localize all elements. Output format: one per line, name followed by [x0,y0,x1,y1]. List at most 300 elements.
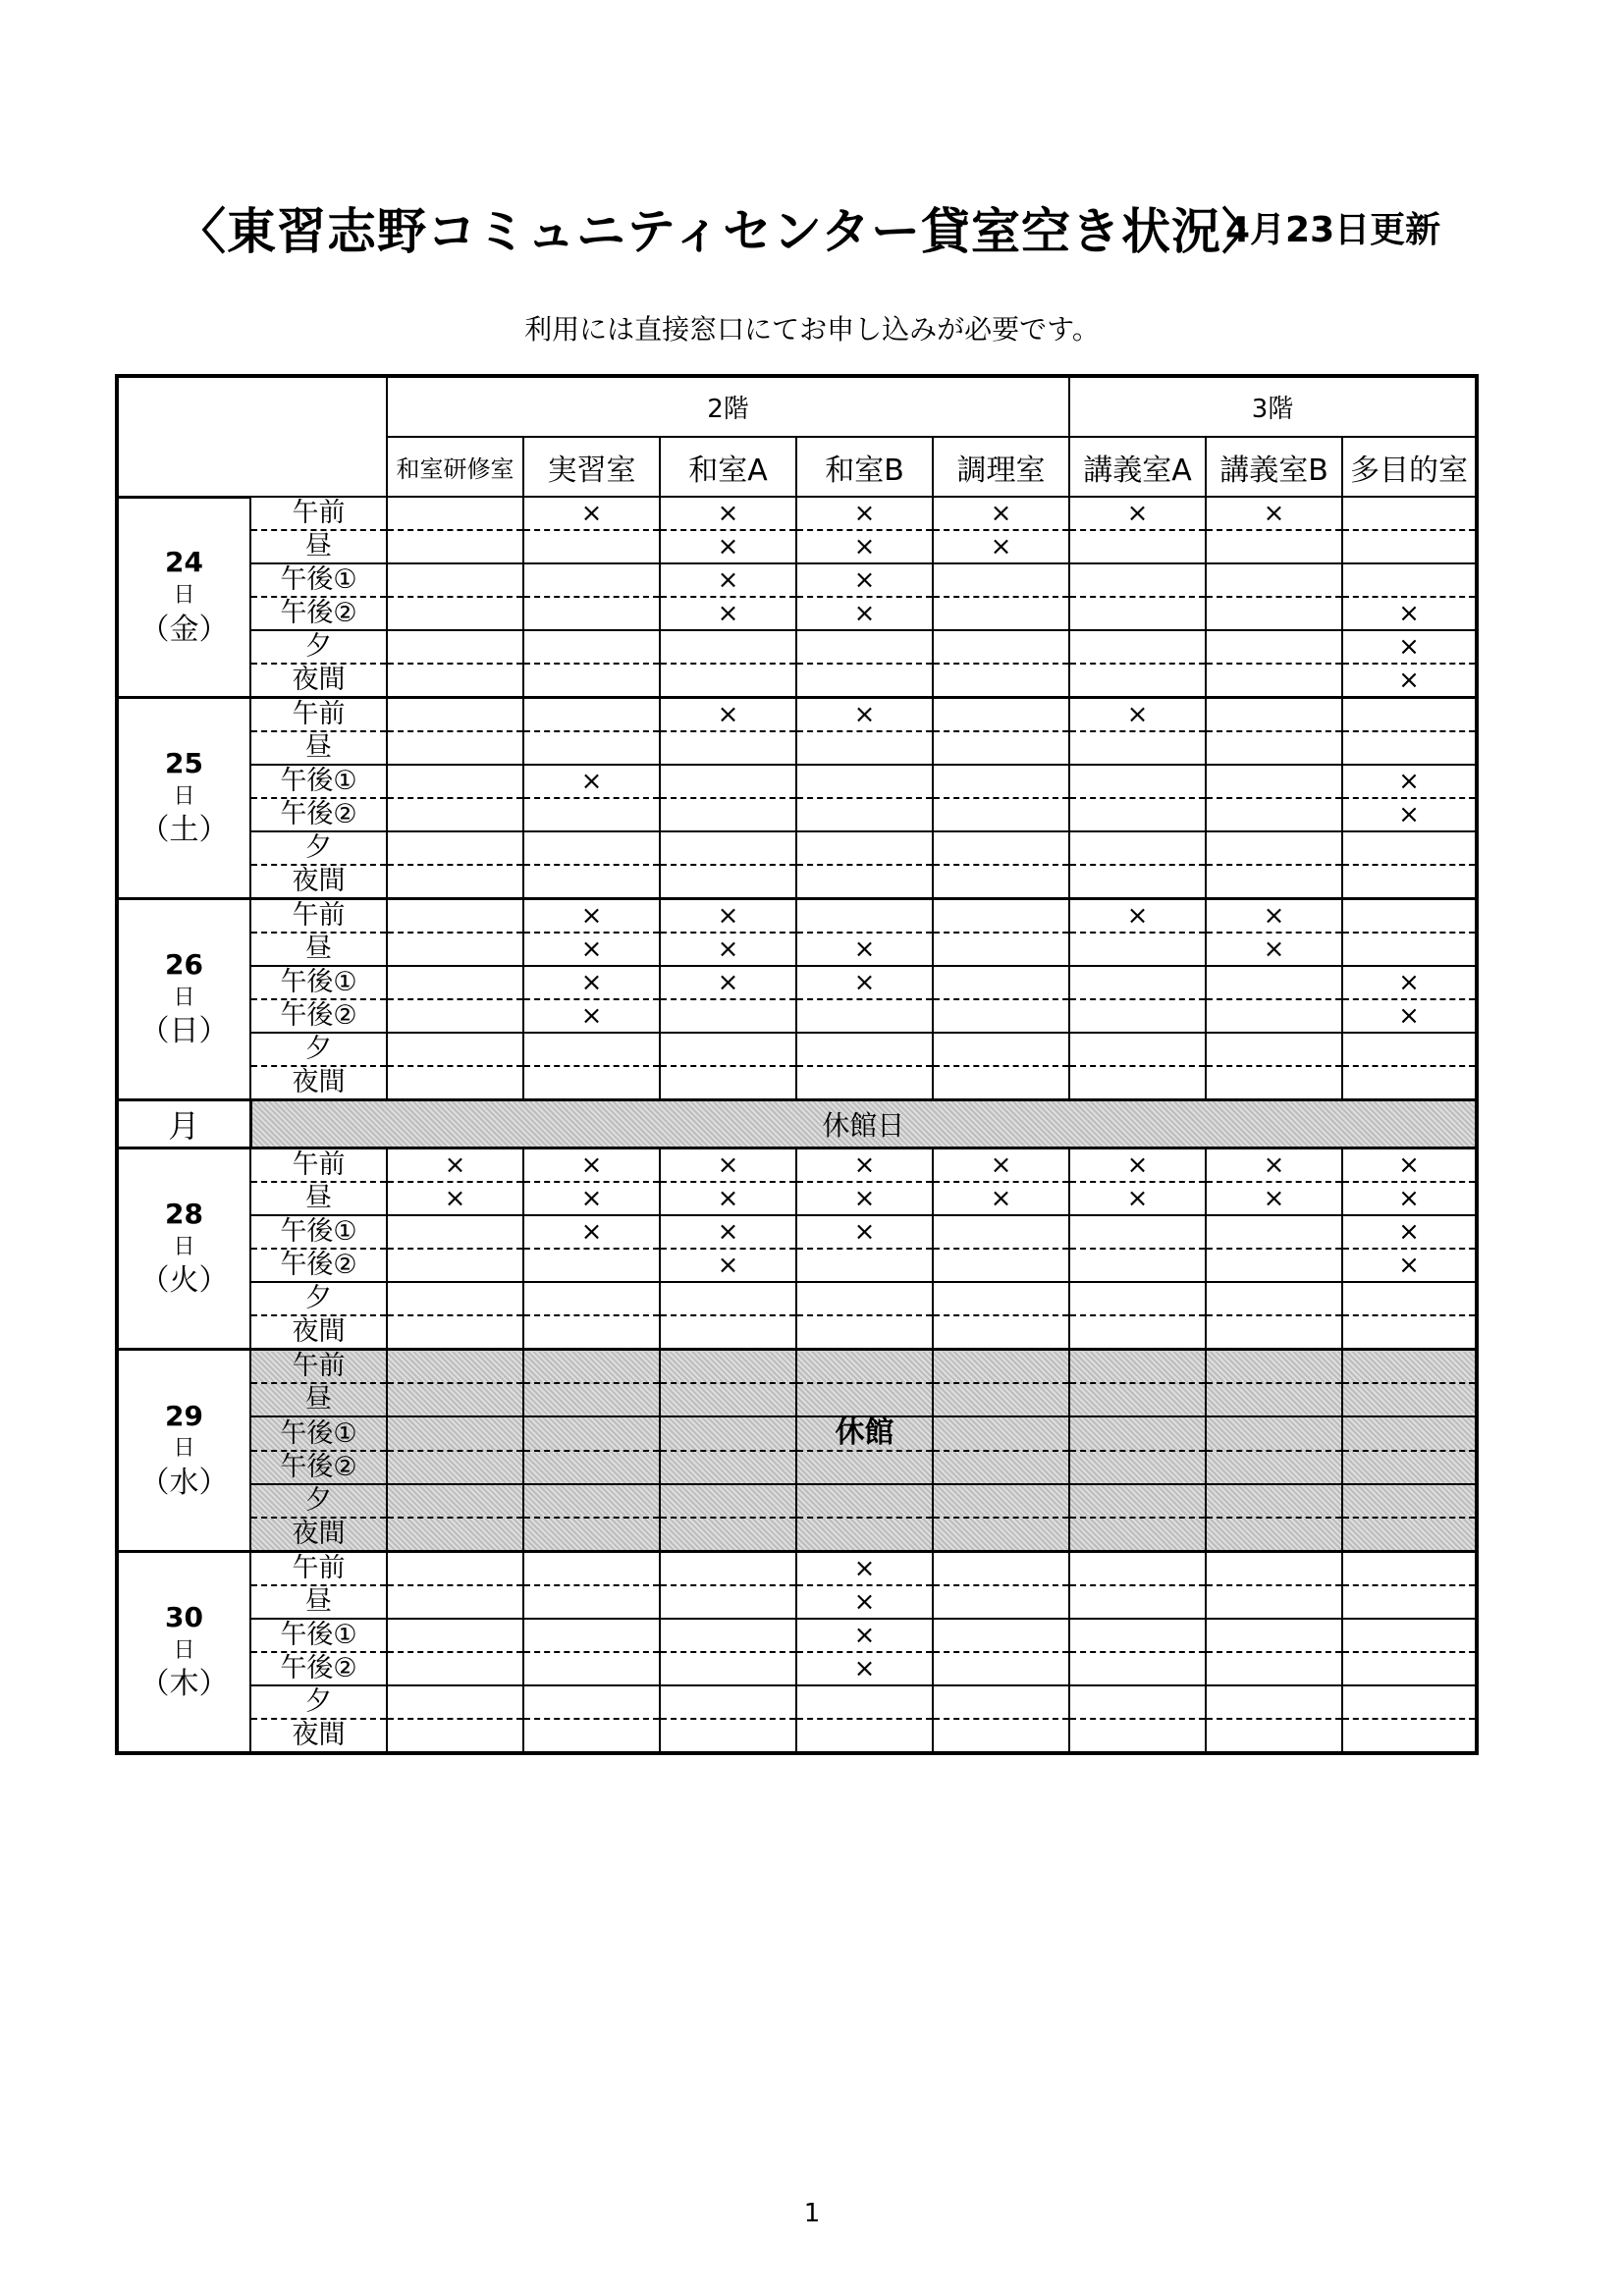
availability-cell [387,698,523,732]
availability-cell [1069,831,1206,865]
availability-cell: × [1342,1148,1477,1183]
slot-label: 夕 [250,1033,387,1066]
availability-cell [660,765,796,798]
availability-cell [1342,831,1477,865]
availability-cell [1342,899,1477,934]
availability-cell [933,1552,1069,1586]
availability-cell: × [660,698,796,732]
availability-cell [1206,1282,1342,1315]
slot-label: 午前 [250,1350,387,1384]
availability-cell [1069,563,1206,597]
table-row [117,698,1477,732]
availability-cell: × [796,497,933,530]
availability-cell [1206,664,1342,698]
availability-cell [387,831,523,865]
availability-cell [1069,597,1206,630]
header-corner [117,376,387,497]
table-row [117,1315,1477,1350]
availability-cell [523,1552,660,1586]
availability-cell [933,1066,1069,1100]
availability-cell: × [933,1182,1069,1215]
availability-cell [660,798,796,831]
availability-cell: × [660,1148,796,1183]
availability-cell [660,731,796,765]
availability-cell: × [523,497,660,530]
availability-cell: × [1206,933,1342,966]
availability-cell [796,1066,933,1100]
availability-cell: × [1342,630,1477,664]
availability-cell [1206,1416,1342,1451]
availability-cell [933,1484,1069,1518]
availability-cell [1069,1416,1206,1451]
availability-cell: × [1342,1249,1477,1282]
availability-cell [660,865,796,899]
page-title: 〈東習志野コミュニティセンター貸室空き状況〉 [177,203,1272,260]
availability-cell [1342,1552,1477,1586]
availability-cell: × [1069,1148,1206,1183]
availability-cell [1342,530,1477,563]
availability-cell [1342,1451,1477,1484]
availability-cell [523,1585,660,1619]
updated-date: 4月23日更新 [1225,210,1441,250]
availability-cell [796,1033,933,1066]
availability-cell [523,630,660,664]
floor-2-header: 2階 [387,376,1069,437]
table-row [117,1619,1477,1652]
table-row [117,1552,1477,1586]
availability-cell [660,630,796,664]
slot-label: 午後① [250,966,387,999]
table-row [117,1652,1477,1685]
availability-cell [1069,1552,1206,1586]
availability-cell [933,798,1069,831]
availability-cell [523,1451,660,1484]
availability-cell [1069,664,1206,698]
day-weekday: （日） [139,1014,229,1049]
availability-cell [1206,1484,1342,1518]
availability-cell [933,1685,1069,1719]
availability-cell [796,865,933,899]
table-row [117,731,1477,765]
availability-cell: × [1342,664,1477,698]
availability-cell: × [796,698,933,732]
day-number: 28 [165,1198,203,1230]
table-row [117,597,1477,630]
availability-cell: × [523,999,660,1033]
availability-cell [933,597,1069,630]
slot-label: 午後② [250,1249,387,1282]
table-row [117,497,1477,530]
page-number: 1 [803,2199,821,2228]
availability-cell [1206,1315,1342,1350]
floor-3-header: 3階 [1069,376,1477,437]
availability-cell [1206,1215,1342,1249]
availability-cell [796,1350,933,1384]
availability-cell [796,731,933,765]
table-row [117,1249,1477,1282]
availability-cell: × [660,1182,796,1215]
availability-cell: × [1069,899,1206,934]
availability-cell: × [660,933,796,966]
availability-cell [387,1552,523,1586]
day-unit: 日 [173,583,195,609]
availability-cell: × [796,530,933,563]
slot-label: 午後① [250,765,387,798]
availability-cell [1342,1719,1477,1753]
availability-cell: × [796,597,933,630]
availability-cell [1342,1383,1477,1416]
availability-cell [1206,1719,1342,1753]
availability-cell [387,1451,523,1484]
availability-cell [796,899,933,934]
availability-cell: × [660,530,796,563]
availability-cell [387,899,523,934]
slot-label: 昼 [250,731,387,765]
slot-label: 夜間 [250,1066,387,1100]
table-row [117,1148,1477,1183]
availability-cell [387,1315,523,1350]
availability-cell [1069,1719,1206,1753]
availability-cell [1206,530,1342,563]
availability-cell: × [1206,1182,1342,1215]
monday-closed-text: 休館日 [250,1100,1477,1148]
availability-cell [1206,1685,1342,1719]
availability-cell [1206,1249,1342,1282]
slot-label: 昼 [250,1182,387,1215]
availability-cell [1206,1552,1342,1586]
availability-cell [1342,1685,1477,1719]
availability-cell [387,1215,523,1249]
availability-cell [933,865,1069,899]
availability-cell [1342,1416,1477,1451]
availability-cell [660,1350,796,1384]
availability-cell [933,1350,1069,1384]
availability-cell [523,530,660,563]
day-unit: 日 [173,1234,195,1259]
day-cell [117,497,250,698]
availability-cell [1342,1282,1477,1315]
availability-cell [660,999,796,1033]
slot-label: 午前 [250,1148,387,1183]
availability-cell: × [523,933,660,966]
availability-cell [387,1719,523,1753]
availability-cell [387,1685,523,1719]
availability-cell [796,831,933,865]
slot-label: 夕 [250,1484,387,1518]
availability-cell: × [1206,899,1342,934]
availability-cell [387,1383,523,1416]
availability-cell: × [796,966,933,999]
availability-cell [1206,765,1342,798]
slot-label: 昼 [250,1383,387,1416]
availability-cell [387,497,523,530]
availability-cell [933,1652,1069,1685]
availability-cell [387,1585,523,1619]
availability-cell [796,630,933,664]
availability-cell [1069,1451,1206,1484]
availability-cell: × [660,899,796,934]
availability-cell [523,1619,660,1652]
availability-cell [660,1652,796,1685]
availability-cell: × [1342,798,1477,831]
availability-cell [1206,1350,1342,1384]
slot-label: 午前 [250,698,387,732]
slot-label: 午後② [250,798,387,831]
table-row [117,1350,1477,1384]
table-row [117,563,1477,597]
availability-cell [1069,966,1206,999]
availability-cell [796,1685,933,1719]
availability-cell [387,1619,523,1652]
availability-cell [1206,1033,1342,1066]
availability-cell: × [660,563,796,597]
availability-cell [1342,731,1477,765]
day-cell [117,1350,250,1552]
availability-cell [660,1484,796,1518]
day-weekday: （水） [139,1465,229,1500]
slot-label: 午後① [250,1619,387,1652]
availability-cell: × [1069,497,1206,530]
availability-cell [933,664,1069,698]
availability-cell [523,1066,660,1100]
availability-cell [660,1282,796,1315]
availability-cell: × [660,966,796,999]
slot-label: 午後① [250,1215,387,1249]
room-header-kogi-b: 講義室B [1206,437,1342,497]
table-row [117,1215,1477,1249]
availability-cell: × [387,1182,523,1215]
availability-cell [933,899,1069,934]
availability-cell [1206,1451,1342,1484]
availability-cell [660,664,796,698]
availability-cell [933,1585,1069,1619]
table-row [117,1451,1477,1484]
table-row [117,630,1477,664]
day-weekday: （金） [139,612,229,647]
slot-label: 昼 [250,933,387,966]
availability-table [115,374,1479,1755]
availability-cell: × [1342,1215,1477,1249]
availability-cell [387,966,523,999]
availability-cell: × [1342,765,1477,798]
availability-cell [1069,1619,1206,1652]
availability-cell [933,966,1069,999]
availability-cell [1206,698,1342,732]
availability-cell [1069,1350,1206,1384]
availability-cell [387,1282,523,1315]
availability-cell [387,1652,523,1685]
availability-cell [523,1685,660,1719]
availability-cell [387,664,523,698]
availability-cell [660,1685,796,1719]
table-row [117,865,1477,899]
monday-closed-row [117,1100,1477,1148]
availability-cell [933,1719,1069,1753]
availability-cell [387,1350,523,1384]
table-row [117,798,1477,831]
availability-cell [523,1033,660,1066]
availability-cell [387,563,523,597]
availability-cell: × [523,1182,660,1215]
table-row [117,1685,1477,1719]
availability-cell [660,1518,796,1552]
slot-label: 夕 [250,1685,387,1719]
availability-cell [387,530,523,563]
availability-cell [1069,630,1206,664]
floor-header-row [117,376,1477,437]
availability-cell [796,765,933,798]
room-header-washitsu-kenshu: 和室研修室 [387,437,523,497]
availability-cell: × [1069,698,1206,732]
availability-cell [1342,1619,1477,1652]
slot-label: 午後② [250,1451,387,1484]
availability-cell [387,1416,523,1451]
availability-cell [1206,966,1342,999]
availability-cell [933,1315,1069,1350]
day-weekday: （土） [139,813,229,848]
notice-text: 利用には直接窓口にてお申し込みが必要です。 [524,313,1100,346]
day-number: 29 [165,1399,203,1432]
availability-cell [1342,1585,1477,1619]
day-cell [117,698,250,899]
day-cell [117,1552,250,1754]
availability-cell [387,1066,523,1100]
availability-cell: × [796,1182,933,1215]
availability-cell [1206,831,1342,865]
availability-cell [523,1652,660,1685]
availability-cell [660,1585,796,1619]
availability-cell [660,1033,796,1066]
availability-cell [523,1518,660,1552]
room-header-jisshu: 実習室 [523,437,660,497]
availability-cell [660,1416,796,1451]
availability-cell [933,1619,1069,1652]
slot-label: 午後② [250,597,387,630]
availability-cell [523,798,660,831]
monday-label: 月 [117,1100,250,1148]
availability-cell [933,831,1069,865]
availability-cell: × [796,1619,933,1652]
availability-cell [933,765,1069,798]
availability-cell [523,1719,660,1753]
availability-cell [1069,530,1206,563]
availability-cell [387,765,523,798]
availability-cell [1069,999,1206,1033]
availability-cell [523,664,660,698]
availability-cell: × [1342,966,1477,999]
availability-cell [1206,865,1342,899]
table-row [117,1383,1477,1416]
availability-cell [933,1215,1069,1249]
availability-cell: × [796,1215,933,1249]
slot-label: 夜間 [250,1719,387,1753]
availability-cell: × [1206,497,1342,530]
table-row [117,1585,1477,1619]
availability-cell [1069,1315,1206,1350]
room-header-washitsu-a: 和室A [660,437,796,497]
slot-label: 夕 [250,1282,387,1315]
table-row [117,999,1477,1033]
day-unit: 日 [173,1637,195,1663]
availability-cell [1342,933,1477,966]
availability-cell [933,698,1069,732]
availability-cell [523,1282,660,1315]
availability-cell [1206,731,1342,765]
availability-cell [1206,1518,1342,1552]
availability-cell [387,1518,523,1552]
day-weekday: （木） [139,1667,229,1702]
table-row [117,1182,1477,1215]
day-cell [117,899,250,1100]
availability-cell [1342,563,1477,597]
closed-label: 休館 [835,1415,894,1450]
availability-cell: × [933,1148,1069,1183]
slot-label: 昼 [250,530,387,563]
availability-cell [660,831,796,865]
availability-cell [387,597,523,630]
availability-cell [796,1484,933,1518]
slot-label: 午前 [250,497,387,530]
availability-cell [523,1416,660,1451]
availability-cell [1206,1652,1342,1685]
availability-cell [1069,1383,1206,1416]
table-row [117,1484,1477,1518]
availability-cell: × [523,765,660,798]
availability-cell [933,1249,1069,1282]
availability-cell [796,1719,933,1753]
table-row [117,1033,1477,1066]
availability-cell: × [933,530,1069,563]
availability-cell [660,1383,796,1416]
availability-cell [1342,698,1477,732]
availability-cell [387,1033,523,1066]
availability-cell [387,630,523,664]
availability-cell [1069,1685,1206,1719]
slot-label: 夜間 [250,1518,387,1552]
availability-cell [523,563,660,597]
availability-cell [1069,1249,1206,1282]
availability-cell [796,1451,933,1484]
availability-cell [796,1315,933,1350]
availability-cell [1342,497,1477,530]
availability-cell: × [387,1148,523,1183]
availability-cell [387,865,523,899]
slot-label: 午後② [250,1652,387,1685]
availability-cell [660,1619,796,1652]
availability-cell [1069,1282,1206,1315]
slot-label: 夜間 [250,664,387,698]
availability-cell [523,865,660,899]
availability-cell [1342,1350,1477,1384]
availability-cell [1206,798,1342,831]
table-row [117,1282,1477,1315]
availability-cell: × [660,597,796,630]
slot-label: 夕 [250,831,387,865]
availability-cell [933,630,1069,664]
availability-cell [523,597,660,630]
availability-cell [796,1383,933,1416]
availability-cell [387,933,523,966]
availability-cell [933,1383,1069,1416]
table-row [117,899,1477,934]
availability-cell [1342,1518,1477,1552]
availability-cell [523,698,660,732]
day-number: 24 [165,546,203,579]
table-row [117,933,1477,966]
table-row [117,1518,1477,1552]
availability-cell [796,1518,933,1552]
availability-cell [796,1249,933,1282]
